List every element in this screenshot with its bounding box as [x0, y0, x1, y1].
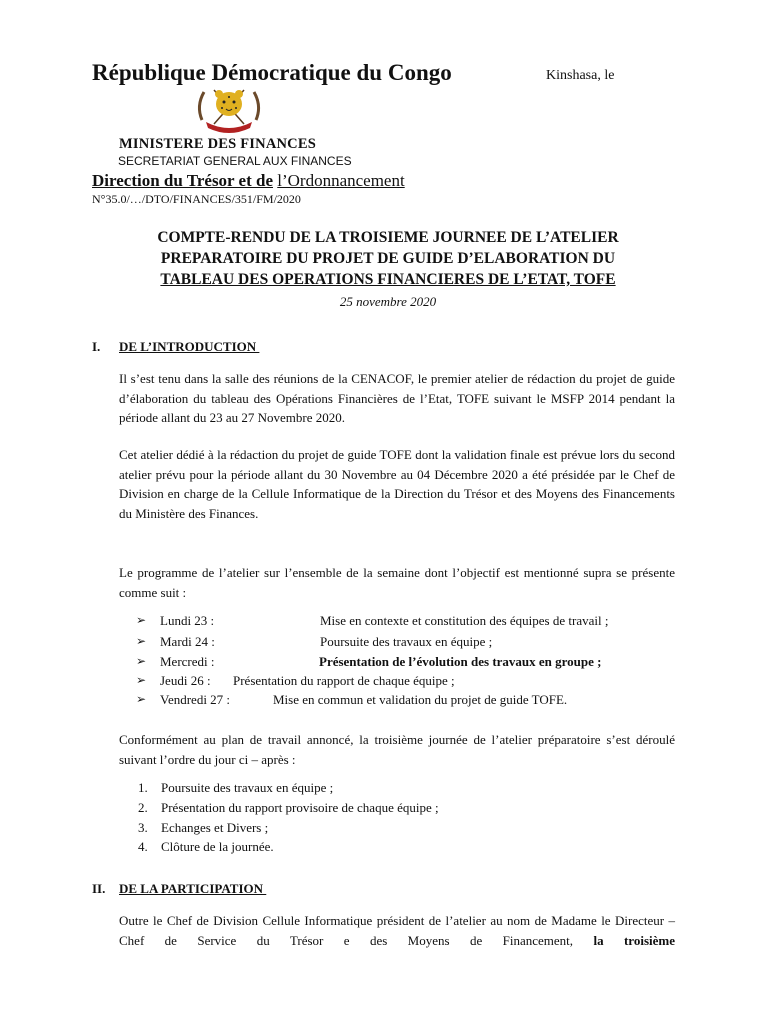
- agenda-number: 1.: [138, 780, 148, 795]
- section-heading-introduction: [92, 339, 392, 357]
- coat-of-arms-emblem: [192, 84, 266, 134]
- agenda-text: Clôture de la journée.: [161, 839, 274, 854]
- schedule-task: Mise en contexte et constitution des équipes de travail ;: [320, 613, 609, 628]
- arrow-bullet-icon: ➢: [136, 613, 147, 627]
- schedule-task: Poursuite des travaux en équipe ;: [320, 634, 493, 649]
- agenda-text: Echanges et Divers ;: [161, 820, 269, 835]
- agenda-number: 4.: [138, 839, 148, 854]
- report-title-line-1: COMPTE-RENDU DE LA TROISIEME JOURNEE DE L’ATELIER: [157, 229, 619, 246]
- agenda-number: 2.: [138, 800, 148, 815]
- ministry-name: MINISTERE DES FINANCES: [119, 136, 316, 152]
- agenda-number: 3.: [138, 820, 148, 835]
- schedule-day: Jeudi 26 :: [160, 673, 211, 688]
- section-title: DE LA PARTICIPATION: [119, 881, 267, 896]
- intro-paragraph-4: Conformément au plan de travail annoncé, la troisième journée de l’atelier préparatoire s’est déroulé suivant l’ordre du jour ci – après :: [119, 732, 675, 767]
- schedule-task: Mise en commun et validation du projet de guide TOFE.: [273, 692, 568, 707]
- report-title: [92, 227, 684, 290]
- schedule-task: Présentation du rapport de chaque équipe ;: [233, 673, 455, 688]
- section-number: II.: [92, 881, 106, 896]
- direction-name-bold: Direction du Trésor et de: [92, 171, 273, 190]
- report-title-line-2: PREPARATOIRE DU PROJET DE GUIDE D’ELABORATION DU: [160, 250, 616, 267]
- arrow-bullet-icon: ➢: [136, 692, 147, 706]
- secretariat-name: SECRETARIAT GENERAL AUX FINANCES: [118, 154, 352, 168]
- agenda-text: Poursuite des travaux en équipe ;: [161, 780, 334, 795]
- section-title: DE L’INTRODUCTION: [119, 339, 260, 354]
- arrow-bullet-icon: ➢: [136, 654, 147, 668]
- intro-paragraph-2: Cet atelier dédié à la rédaction du projet de guide TOFE dont la validation finale est prévue lors du second atelier prévu pour la période allant du 30 Novembre au 04 Décembre 2020 a été présidée par le Chef de Division en charge de la Cellule Informatique de la Direction du Trésor et des Moyens des Financements du Ministère des Finances.: [119, 447, 675, 521]
- section-heading-participation: [92, 881, 392, 899]
- agenda-text: Présentation du rapport provisoire de chaque équipe ;: [161, 800, 439, 815]
- arrow-bullet-icon: ➢: [136, 634, 147, 648]
- report-date: 25 novembre 2020: [339, 294, 437, 309]
- city-date-line: Kinshasa, le: [546, 68, 615, 83]
- schedule-task: Présentation de l’évolution des travaux en groupe ;: [319, 654, 602, 669]
- direction-name-rest: l’Ordonnancement: [277, 171, 405, 190]
- section-number: I.: [92, 339, 101, 354]
- intro-paragraph-3: Le programme de l’atelier sur l’ensemble de la semaine dont l’objectif est mentionné supra se présente comme suit :: [119, 565, 675, 600]
- schedule-day: Lundi 23 :: [160, 613, 215, 628]
- schedule-day: Mardi 24 :: [160, 634, 215, 649]
- reference-number: N°35.0/…/DTO/FINANCES/351/FM/2020: [92, 192, 301, 206]
- report-title-line-3: TABLEAU DES OPERATIONS FINANCIERES DE L’ETAT, TOFE: [160, 271, 616, 288]
- direction-name: [92, 171, 405, 191]
- participation-line-2-bold: la troisième: [593, 932, 675, 948]
- participation-paragraph: [119, 911, 675, 950]
- schedule-day: Mercredi :: [160, 654, 215, 669]
- intro-paragraph-1: Il s’est tenu dans la salle des réunions de la CENACOF, le premier atelier de rédaction du projet de guide d’élaboration du tableau des Opérations Financières de l’Etat, TOFE suivant le MSFP 2014 pendant la période allant du 23 au 27 Novembre 2020.: [119, 371, 675, 425]
- participation-line-2: le Directeur – Chef de Service du Trésor e des Moyens de Financement,: [119, 913, 676, 948]
- country-name: République Démocratique du Congo: [92, 60, 452, 85]
- participation-line-1: Outre le Chef de Division Cellule Informatique président de l’atelier au nom de Madame: [119, 913, 597, 928]
- schedule-day: Vendredi 27 :: [160, 692, 231, 707]
- arrow-bullet-icon: ➢: [136, 673, 147, 687]
